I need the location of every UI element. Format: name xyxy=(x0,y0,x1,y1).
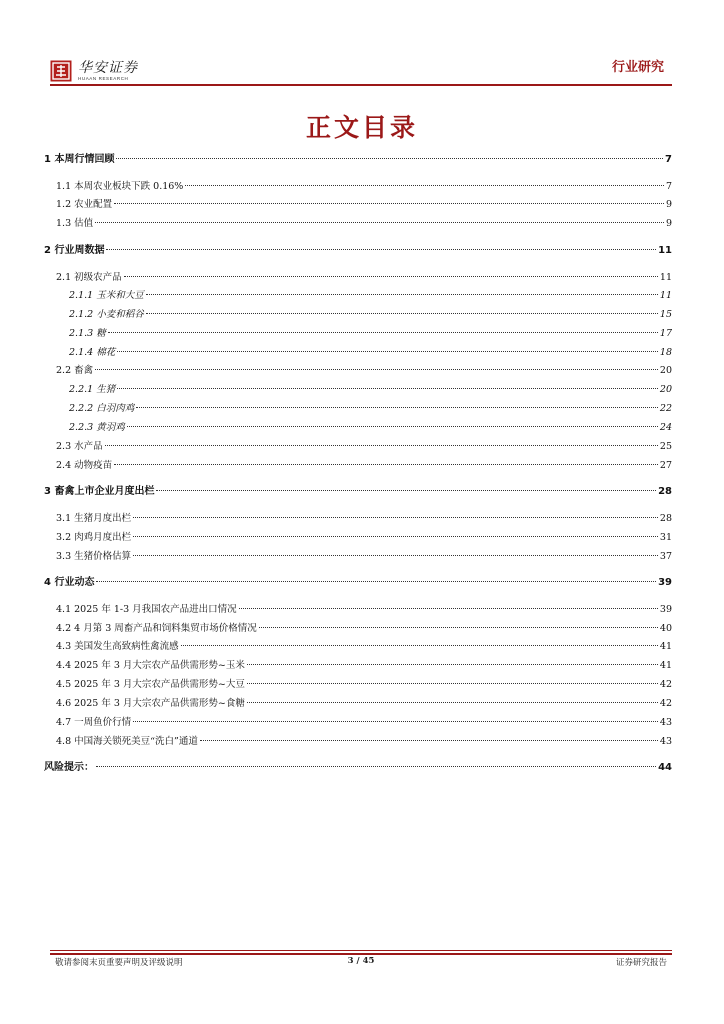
toc-entry-page: 28 xyxy=(658,486,672,497)
toc-leader-dots xyxy=(95,222,664,223)
toc-entry-page: 31 xyxy=(659,532,672,543)
toc-entry-page: 11 xyxy=(658,245,672,256)
page-separator: / xyxy=(356,956,360,966)
toc-leader-dots xyxy=(133,721,658,722)
toc-entry-title: 1 本周行情回顾 xyxy=(44,154,115,165)
page-total: 45 xyxy=(362,956,375,966)
toc-entry[interactable] xyxy=(44,485,672,499)
toc-entry-title: 4.8 中国海关锁死美豆“洗白”通道 xyxy=(56,736,198,747)
toc-entry-page: 27 xyxy=(659,460,672,471)
toc-entry-title: 1.3 估值 xyxy=(56,218,94,229)
toc-leader-dots xyxy=(133,536,658,537)
toc-leader-dots xyxy=(146,313,658,314)
toc-entry-title: 2.4 动物疫苗 xyxy=(56,460,113,471)
toc-entry[interactable] xyxy=(56,364,672,378)
toc-entry-page: 28 xyxy=(659,513,672,524)
toc-entry-title: 3.3 生猪价格估算 xyxy=(56,551,132,562)
toc-leader-dots xyxy=(146,294,658,295)
toc-entry[interactable] xyxy=(56,659,672,673)
page-number xyxy=(55,956,667,966)
toc-entry-page: 44 xyxy=(658,762,672,773)
toc-entry[interactable] xyxy=(44,576,672,590)
footer-divider xyxy=(50,950,672,951)
toc-entry[interactable] xyxy=(56,440,672,454)
toc-entry[interactable] xyxy=(69,383,672,397)
toc-entry-page: 7 xyxy=(665,181,672,192)
toc-entry[interactable] xyxy=(56,678,672,692)
toc-leader-dots xyxy=(247,702,658,703)
toc-entry-title: 4.6 2025 年 3 月大宗农产品供需形势~食糖 xyxy=(56,698,245,709)
page-header xyxy=(50,56,672,86)
page-footer xyxy=(55,956,667,970)
toc-entry[interactable] xyxy=(69,346,672,360)
toc-entry-page: 39 xyxy=(658,577,672,588)
toc-leader-dots xyxy=(116,158,663,159)
toc-entry-page: 9 xyxy=(665,199,672,210)
toc-entry-title: 2.3 水产品 xyxy=(56,441,103,452)
toc-leader-dots xyxy=(96,766,656,767)
toc-leader-dots xyxy=(133,517,658,518)
toc-entry-title: 3.1 生猪月度出栏 xyxy=(56,513,132,524)
toc-entry[interactable] xyxy=(56,271,672,285)
toc-entry-page: 40 xyxy=(659,623,672,634)
toc-leader-dots xyxy=(200,740,658,741)
toc-entry[interactable] xyxy=(44,761,672,775)
toc-entry-title: 2.2.2 白羽肉鸡 xyxy=(69,403,135,414)
toc-entry-page: 43 xyxy=(659,736,672,747)
report-type: 证券研究报告 xyxy=(615,958,667,968)
toc-entry-title: 1.1 本周农业板块下跌 0.16% xyxy=(56,181,184,192)
toc-entry[interactable] xyxy=(56,697,672,711)
toc-entry-page: 42 xyxy=(659,679,672,690)
toc-entry-title: 2.1.2 小麦和稻谷 xyxy=(69,309,144,320)
toc-entry-title: 3.2 肉鸡月度出栏 xyxy=(56,532,132,543)
toc-leader-dots xyxy=(96,581,656,582)
toc-entry-page: 41 xyxy=(659,660,672,671)
toc-entry-page: 11 xyxy=(659,272,672,283)
toc-entry[interactable] xyxy=(56,716,672,730)
toc-entry-page: 11 xyxy=(659,290,672,301)
toc-entry-page: 20 xyxy=(659,384,672,395)
toc-entry-title: 2.1.1 玉米和大豆 xyxy=(69,290,144,301)
toc-entry-title: 2 行业周数据 xyxy=(44,245,105,256)
logo-name-cn: 华安证券 xyxy=(78,59,138,76)
toc-entry[interactable] xyxy=(56,622,672,636)
toc-entry-page: 39 xyxy=(659,604,672,615)
toc-entry-page: 42 xyxy=(659,698,672,709)
toc-entry-page: 9 xyxy=(665,218,672,229)
toc-leader-dots xyxy=(114,464,658,465)
toc-leader-dots xyxy=(127,426,658,427)
toc-entry[interactable] xyxy=(56,640,672,654)
toc-entry-title: 2.2.1 生猪 xyxy=(69,384,116,395)
brand-logo xyxy=(50,58,138,84)
page-title: 正文目录 xyxy=(305,113,418,142)
toc-entry[interactable] xyxy=(69,327,672,341)
toc-entry[interactable] xyxy=(56,180,672,194)
toc-leader-dots xyxy=(114,203,664,204)
toc-entry-title: 2.1 初级农产品 xyxy=(56,272,122,283)
toc-entry-title: 4 行业动态 xyxy=(44,577,95,588)
toc-entry[interactable] xyxy=(56,603,672,617)
header-divider xyxy=(50,84,672,86)
toc-entry-page: 22 xyxy=(659,403,672,414)
toc-entry-title: 4.7 一周鱼价行情 xyxy=(56,717,132,728)
report-category: 行业研究 xyxy=(611,60,664,75)
toc-leader-dots xyxy=(105,445,658,446)
toc-leader-dots xyxy=(136,407,658,408)
toc-entry-title: 4.4 2025 年 3 月大宗农产品供需形势~玉米 xyxy=(56,660,245,671)
toc-entry-page: 24 xyxy=(659,422,672,433)
toc-entry-title: 2.2 畜禽 xyxy=(56,365,94,376)
toc-leader-dots xyxy=(185,185,664,186)
toc-entry-title: 4.2 4 月第 3 周畜产品和饲料集贸市场价格情况 xyxy=(56,623,257,634)
toc-entry[interactable] xyxy=(56,217,672,231)
page-current: 3 xyxy=(347,956,354,966)
toc-entry[interactable] xyxy=(44,244,672,258)
toc-leader-dots xyxy=(108,332,658,333)
toc-entry-title: 4.5 2025 年 3 月大宗农产品供需形势~大豆 xyxy=(56,679,245,690)
toc-entry[interactable] xyxy=(56,459,672,473)
toc-entry-title: 2.1.4 棉花 xyxy=(69,347,116,358)
toc-leader-dots xyxy=(259,627,658,628)
toc-leader-dots xyxy=(247,683,658,684)
toc-entry-title: 3 畜禽上市企业月度出栏 xyxy=(44,486,155,497)
toc-entry-page: 7 xyxy=(665,154,672,165)
toc-leader-dots xyxy=(239,608,658,609)
disclaimer-note: 敬请参阅末页重要声明及评级说明 xyxy=(55,958,183,968)
toc-entry[interactable] xyxy=(69,421,672,435)
toc-entry-page: 43 xyxy=(659,717,672,728)
toc-entry-page: 20 xyxy=(659,365,672,376)
toc-entry-page: 18 xyxy=(659,347,672,358)
toc-entry[interactable] xyxy=(56,550,672,564)
toc-entry-page: 41 xyxy=(659,641,672,652)
seal-icon xyxy=(50,60,72,82)
toc-entry[interactable] xyxy=(69,289,672,303)
toc-entry-page: 17 xyxy=(659,328,672,339)
toc-entry-page: 25 xyxy=(659,441,672,452)
toc-leader-dots xyxy=(95,369,658,370)
toc-leader-dots xyxy=(247,664,658,665)
toc-leader-dots xyxy=(117,388,658,389)
toc-entry[interactable] xyxy=(69,402,672,416)
toc-leader-dots xyxy=(106,249,656,250)
toc-entry-title: 1.2 农业配置 xyxy=(56,199,113,210)
toc-leader-dots xyxy=(124,276,658,277)
toc-leader-dots xyxy=(181,645,658,646)
logo-name-en: HUAAN RESEARCH xyxy=(78,75,129,81)
toc-entry-title: 2.1.3 糖 xyxy=(69,328,106,339)
toc-leader-dots xyxy=(133,555,658,556)
toc-entry[interactable] xyxy=(56,735,672,749)
toc-entry-title: 4.3 美国发生高致病性禽流感 xyxy=(56,641,179,652)
footer-divider-thick xyxy=(50,953,672,955)
toc-entry[interactable] xyxy=(56,198,672,212)
toc-entry-page: 15 xyxy=(659,309,672,320)
toc-entry-title: 4.1 2025 年 1-3 月我国农产品进出口情况 xyxy=(56,604,237,615)
toc-entry[interactable] xyxy=(56,531,672,545)
toc-entry[interactable] xyxy=(69,308,672,322)
toc-leader-dots xyxy=(117,351,658,352)
toc-entry[interactable] xyxy=(44,153,672,167)
toc-entry-title: 风险提示： xyxy=(44,762,94,773)
toc-leader-dots xyxy=(156,490,656,491)
toc-entry[interactable] xyxy=(56,512,672,526)
toc-entry-title: 2.2.3 黄羽鸡 xyxy=(69,422,125,433)
toc-entry-page: 37 xyxy=(659,551,672,562)
